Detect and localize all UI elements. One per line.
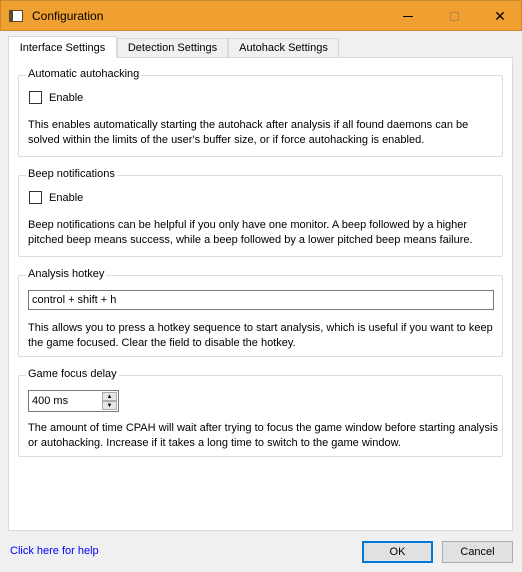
autohacking-enable-checkbox[interactable] [29, 91, 83, 104]
tab-label: Interface Settings [19, 41, 106, 54]
minimize-icon [403, 16, 413, 17]
close-button[interactable] [477, 1, 522, 31]
chevron-up-icon: ▲ [106, 393, 113, 400]
group-description: The amount of time CPAH will wait after trying to focus the game window before starting analysis or autohacking. Increase if it takes a long time to switch to the game window. [28, 422, 498, 449]
spin-up-button[interactable] [102, 392, 117, 401]
group-analysis-hotkey [18, 268, 503, 357]
close-icon: ✕ [494, 8, 506, 24]
hotkey-input[interactable]: control + shift + h [28, 290, 494, 310]
tab-autohack-settings[interactable] [228, 38, 339, 57]
checkbox-box[interactable] [29, 91, 42, 104]
group-description: This allows you to press a hotkey sequence to start analysis, which is useful if you want to keep the game focused. Clear the field to disable the hotkey. [28, 322, 493, 349]
window-title: Configuration [32, 9, 104, 23]
group-game-focus-delay [18, 368, 503, 457]
spin-down-button[interactable] [102, 401, 117, 410]
group-description: This enables automatically starting the autohack after analysis if all found daemons can be solved within the limits of the user's buffer size, or if force autohacking is enabled. [28, 119, 469, 146]
maximize-icon [450, 12, 459, 21]
tab-detection-settings[interactable] [117, 38, 228, 57]
tab-label: Detection Settings [127, 42, 218, 54]
app-window-icon [9, 10, 23, 22]
tab-label: Autohack Settings [239, 42, 328, 54]
ok-button[interactable] [362, 541, 433, 563]
cancel-button[interactable] [442, 541, 513, 563]
focus-delay-spinbox[interactable] [28, 390, 119, 412]
spinbox-value[interactable]: 400 ms [32, 395, 69, 407]
group-title: Analysis hotkey [28, 268, 105, 280]
beep-enable-checkbox[interactable] [29, 191, 83, 204]
group-title: Automatic autohacking [28, 68, 140, 80]
button-label: OK [389, 546, 406, 558]
help-link[interactable]: Click here for help [10, 545, 99, 557]
tab-interface-settings[interactable] [8, 36, 117, 58]
maximize-button[interactable] [431, 1, 477, 31]
group-description: Beep notifications can be helpful if you only have one monitor. A beep followed by a higher pitched beep means success, while a beep followed by a lower pitched beep means failure. [28, 219, 473, 246]
button-label: Cancel [460, 546, 495, 558]
spinbox-buttons [102, 392, 117, 410]
checkbox-box[interactable] [29, 191, 42, 204]
minimize-button[interactable] [385, 1, 431, 31]
group-title: Game focus delay [28, 368, 117, 380]
checkbox-label: Enable [49, 91, 84, 104]
group-automatic-autohacking [18, 68, 503, 157]
group-title: Beep notifications [28, 168, 115, 180]
group-beep-notifications [18, 168, 503, 257]
title-bar[interactable] [0, 0, 522, 31]
checkbox-label: Enable [49, 191, 84, 204]
chevron-down-icon: ▼ [106, 402, 113, 409]
